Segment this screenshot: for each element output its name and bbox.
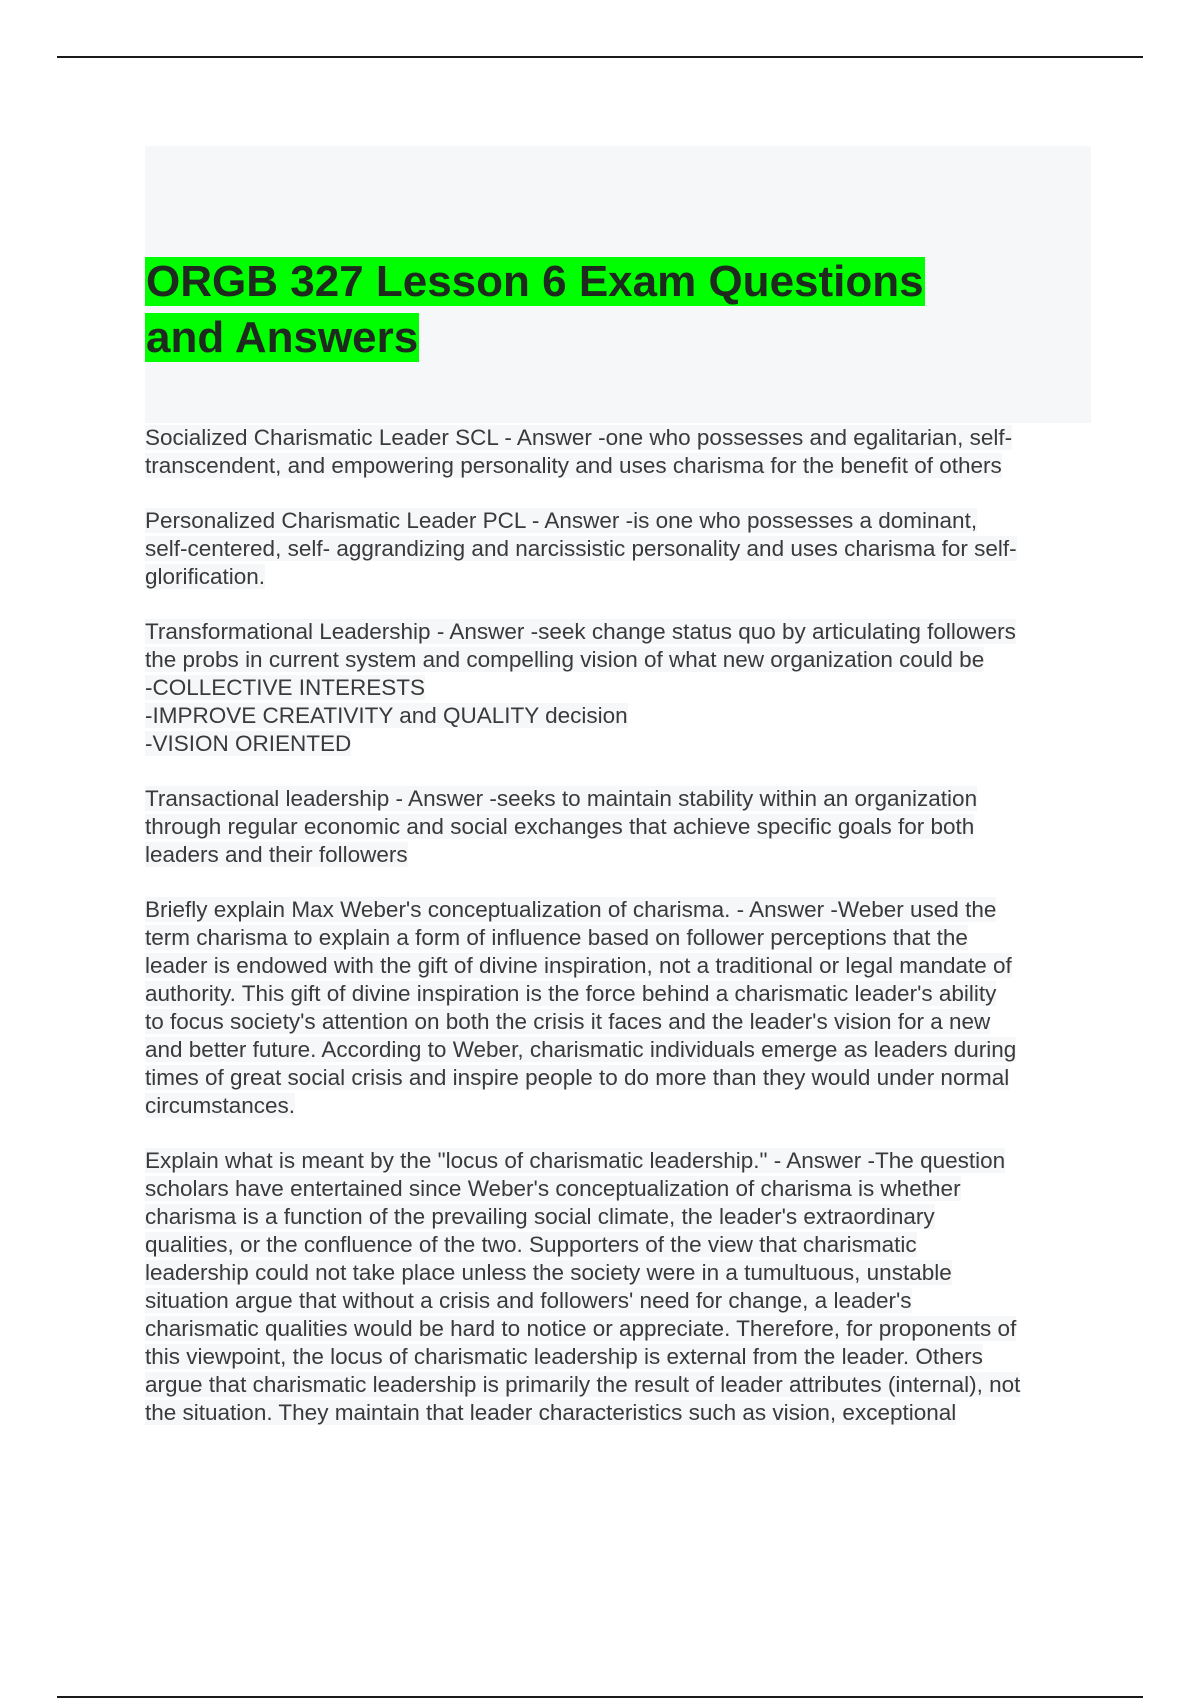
title-highlight-line-2: and Answers xyxy=(146,313,419,362)
text-line: authority. This gift of divine inspiration is the force behind a charismatic leader's ability xyxy=(145,981,997,1006)
text-line: -IMPROVE CREATIVITY and QUALITY decision xyxy=(145,703,628,728)
text-line: Personalized Charismatic Leader PCL - Answer -is one who possesses a dominant, xyxy=(145,508,978,533)
text-line: Transactional leadership - Answer -seeks to maintain stability within an organization xyxy=(145,786,978,811)
text-line: leader is endowed with the gift of divine inspiration, not a traditional or legal mandate of xyxy=(145,953,1012,978)
text-line: leadership could not take place unless the society were in a tumultuous, unstable xyxy=(145,1260,952,1285)
text-line: term charisma to explain a form of influence based on follower perceptions that the xyxy=(145,925,968,950)
text-line: glorification. xyxy=(145,564,266,589)
text-line: circumstances. xyxy=(145,1093,296,1118)
text-line: qualities, or the confluence of the two. Supporters of the view that charismatic xyxy=(145,1232,917,1257)
text-line: self-centered, self- aggrandizing and narcissistic personality and uses charisma for self- xyxy=(145,536,1017,561)
text-line: the probs in current system and compelling vision of what new organization could be xyxy=(145,647,985,672)
text-line: leaders and their followers xyxy=(145,842,408,867)
bottom-rule xyxy=(57,1696,1143,1698)
document-title xyxy=(145,254,1045,366)
text-line: charisma is a function of the prevailing social climate, the leader's extraordinary xyxy=(145,1204,935,1229)
qa-entry-socialized-charismatic-leader xyxy=(145,424,1091,480)
text-line: through regular economic and social exchanges that achieve specific goals for both xyxy=(145,814,975,839)
text-line: situation argue that without a crisis and followers' need for change, a leader's xyxy=(145,1288,912,1313)
qa-entry-personalized-charismatic-leader xyxy=(145,507,1091,591)
qa-entry-transactional-leadership xyxy=(145,785,1091,869)
text-line: -VISION ORIENTED xyxy=(145,731,352,756)
text-line: argue that charismatic leadership is primarily the result of leader attributes (internal), not xyxy=(145,1372,1021,1397)
title-highlight-line-1: ORGB 327 Lesson 6 Exam Questions xyxy=(146,257,924,306)
text-line: Briefly explain Max Weber's conceptualization of charisma. - Answer -Weber used the xyxy=(145,897,997,922)
qa-entry-transformational-leadership xyxy=(145,618,1091,758)
text-line: scholars have entertained since Weber's conceptualization of charisma is whether xyxy=(145,1176,961,1201)
top-rule xyxy=(57,56,1143,58)
text-line: to focus society's attention on both the crisis it faces and the leader's vision for a new xyxy=(145,1009,991,1034)
text-line: Transformational Leadership - Answer -seek change status quo by articulating followers xyxy=(145,619,1016,644)
text-line: -COLLECTIVE INTERESTS xyxy=(145,675,426,700)
text-line: this viewpoint, the locus of charismatic leadership is external from the leader. Others xyxy=(145,1344,983,1369)
text-line: Explain what is meant by the "locus of charismatic leadership." - Answer -The question xyxy=(145,1148,1006,1173)
qa-list xyxy=(145,424,1091,1454)
text-line: times of great social crisis and inspire people to do more than they would under normal xyxy=(145,1065,1010,1090)
qa-entry-weber-charisma xyxy=(145,896,1091,1120)
text-line: charismatic qualities would be hard to notice or appreciate. Therefore, for proponents of xyxy=(145,1316,1017,1341)
text-line: Socialized Charismatic Leader SCL - Answer -one who possesses and egalitarian, self- xyxy=(145,425,1013,450)
text-line: transcendent, and empowering personality and uses charisma for the benefit of others xyxy=(145,453,1002,478)
qa-entry-locus-of-charismatic-leadership xyxy=(145,1147,1091,1427)
text-line: and better future. According to Weber, charismatic individuals emerge as leaders during xyxy=(145,1037,1017,1062)
text-line: the situation. They maintain that leader characteristics such as vision, exceptional xyxy=(145,1400,957,1425)
